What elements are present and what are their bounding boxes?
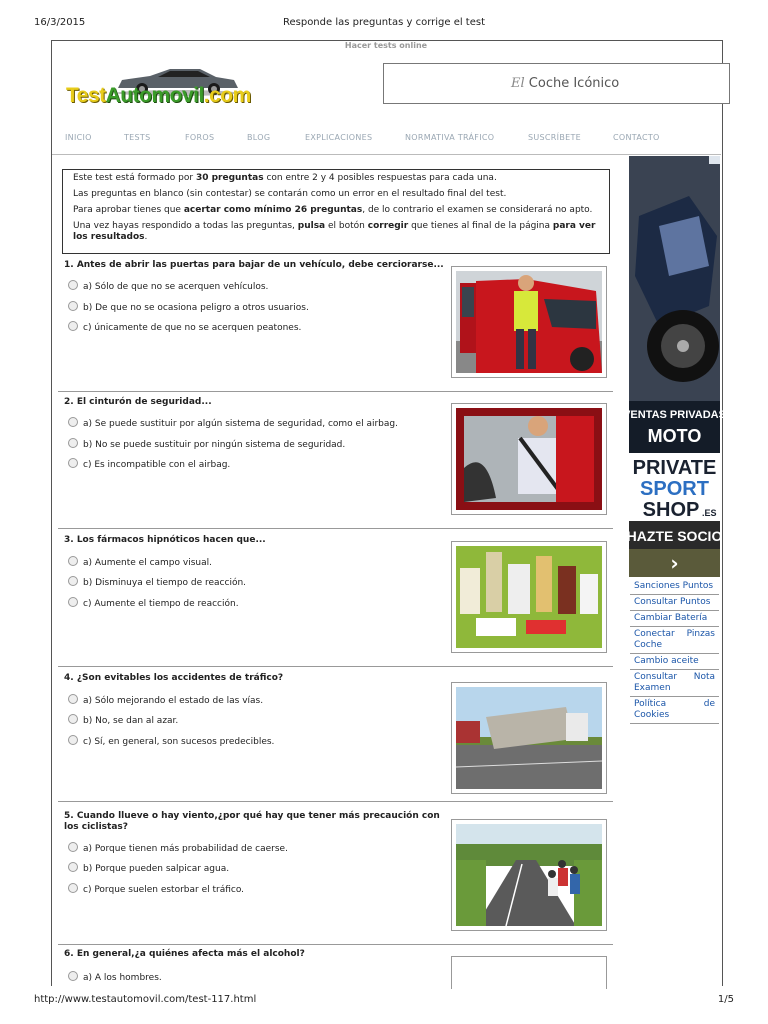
radio-icon[interactable]: [68, 458, 78, 468]
option-3c[interactable]: c) Aumente el tiempo de reacción.: [68, 597, 239, 609]
site-logo[interactable]: [66, 62, 262, 122]
intro-line-4: Una vez hayas respondido a todas las preguntas, pulsa el botón corregir que tienes al final de la página para ver los resultados.: [73, 221, 596, 242]
sidebar-link-nota[interactable]: Consultar Nota Examen: [630, 670, 719, 697]
sidebar-links: [630, 579, 719, 724]
option-5a[interactable]: a) Porque tienen más probabilidad de caerse.: [68, 842, 288, 854]
radio-icon[interactable]: [68, 862, 78, 872]
question-1-photo: [451, 266, 607, 378]
intro-line-3: Para aprobar tienes que acertar como mínimo 26 preguntas, de lo contrario el examen se considerará no apto.: [73, 205, 593, 215]
radio-icon[interactable]: [68, 301, 78, 311]
option-5c[interactable]: c) Porque suelen estorbar el tráfico.: [68, 883, 244, 895]
option-4b[interactable]: b) No, se dan al azar.: [68, 714, 178, 726]
option-2b[interactable]: b) No se puede sustituir por ningún sistema de seguridad.: [68, 438, 345, 450]
sidebar-link-bateria[interactable]: Cambiar Batería: [630, 611, 719, 627]
option-2c[interactable]: c) Es incompatible con el airbag.: [68, 458, 230, 470]
option-3b[interactable]: b) Disminuya el tiempo de reacción.: [68, 576, 246, 588]
question-title: 1. Antes de abrir las puertas para bajar de un vehículo, debe cerciorarse...: [64, 260, 444, 270]
sidebar-link-aceite[interactable]: Cambio aceite: [630, 654, 719, 670]
header-ad[interactable]: [383, 63, 730, 104]
question-title: 4. ¿Son evitables los accidentes de tráfico?: [64, 673, 284, 683]
radio-icon[interactable]: [68, 438, 78, 448]
radio-icon[interactable]: [68, 971, 78, 981]
ad-cta-button: HAZTE SOCIO: [626, 528, 723, 544]
ad-line-4: SPORT: [640, 478, 709, 500]
logo-text: TestAutomovil.com: [66, 84, 251, 107]
intro-box: [62, 169, 610, 254]
print-page-number: 1/5: [717, 994, 734, 1005]
radio-icon[interactable]: [68, 576, 78, 586]
sidebar-link-cookies[interactable]: Política de Cookies: [630, 697, 719, 724]
option-1b[interactable]: b) De que no se ocasiona peligro a otros usuarios.: [68, 301, 309, 313]
intro-line-1: Este test está formado por 30 preguntas con entre 2 y 4 posibles respuestas para cada una.: [73, 173, 497, 183]
sidebar-link-pinzas[interactable]: Conectar Pinzas Coche: [630, 627, 719, 654]
nav-tests[interactable]: TESTS: [124, 133, 151, 142]
radio-icon[interactable]: [68, 321, 78, 331]
car-door-photo-icon: [456, 271, 602, 373]
nav-explicaciones[interactable]: EXPLICACIONES: [305, 133, 373, 142]
question-3-photo: [451, 541, 607, 653]
question-1: [58, 260, 613, 392]
ad-line-2: MOTO: [647, 426, 702, 446]
option-1a[interactable]: a) Sólo de que no se acerquen vehículos.: [68, 280, 268, 292]
question-4-photo: [451, 682, 607, 794]
question-title: 2. El cinturón de seguridad...: [64, 397, 212, 407]
nav-contacto[interactable]: CONTACTO: [613, 133, 660, 142]
cyclists-photo-icon: [456, 824, 602, 926]
option-4c[interactable]: c) Sí, en general, son sucesos predecibles.: [68, 735, 274, 747]
option-5b[interactable]: b) Porque pueden salpicar agua.: [68, 862, 229, 874]
nav-suscribete[interactable]: SUSCRÍBETE: [528, 133, 581, 142]
print-title: Responde las preguntas y corrige el test: [282, 17, 486, 28]
question-6-photo: [451, 956, 607, 989]
chevron-right-icon: ›: [670, 551, 679, 575]
question-4: [58, 673, 613, 802]
radio-icon[interactable]: [68, 556, 78, 566]
radio-icon[interactable]: [68, 694, 78, 704]
header-ad-text: El Coche Icónico: [511, 76, 620, 91]
radio-icon[interactable]: [68, 842, 78, 852]
question-5: [58, 811, 613, 945]
radio-icon[interactable]: [68, 883, 78, 893]
question-title: 5. Cuando llueve o hay viento,¿por qué hay que tener más precaución con los ciclistas?: [64, 811, 440, 832]
print-url: http://www.testautomovil.com/test-117.html: [34, 994, 257, 1005]
question-3: [58, 535, 613, 667]
question-2: [58, 397, 613, 529]
option-2a[interactable]: a) Se puede sustituir por algún sistema de seguridad, como el airbag.: [68, 417, 398, 429]
sidebar-link-consultar-puntos[interactable]: Consultar Puntos: [630, 595, 719, 611]
question-5-photo: [451, 819, 607, 931]
option-1c[interactable]: c) únicamente de que no se acerquen peatones.: [68, 321, 301, 333]
radio-icon[interactable]: [68, 735, 78, 745]
nav-normativa[interactable]: NORMATIVA TRÁFICO: [405, 133, 495, 142]
ad-line-6: .ES: [702, 508, 717, 518]
sidebar-link-sanciones[interactable]: Sanciones Puntos: [630, 579, 719, 595]
motorcycle-ad-icon: [623, 156, 726, 577]
radio-icon[interactable]: [68, 417, 78, 427]
seatbelt-photo-icon: [456, 408, 602, 510]
radio-icon[interactable]: [68, 597, 78, 607]
radio-icon[interactable]: [68, 714, 78, 724]
radio-icon[interactable]: [68, 280, 78, 290]
question-2-photo: [451, 403, 607, 515]
ad-line-3: PRIVATE: [632, 457, 717, 479]
nav-foros[interactable]: FOROS: [185, 133, 215, 142]
nav-blog[interactable]: BLOG: [247, 133, 271, 142]
tagline: Hacer tests online: [344, 41, 428, 50]
option-3a[interactable]: a) Aumente el campo visual.: [68, 556, 212, 568]
option-6a[interactable]: a) A los hombres.: [68, 971, 162, 983]
nav-divider: [52, 154, 721, 155]
question-title: 3. Los fármacos hipnóticos hacen que...: [64, 535, 266, 545]
question-title: 6. En general,¿a quiénes afecta más el alcohol?: [64, 949, 305, 959]
option-4a[interactable]: a) Sólo mejorando el estado de las vías.: [68, 694, 263, 706]
main-nav: [63, 133, 713, 145]
truck-accident-photo-icon: [456, 687, 602, 789]
moto-sidebar-ad[interactable]: [623, 156, 726, 577]
ad-line-5: SHOP: [642, 499, 700, 521]
ad-line-1: VENTAS PRIVADAS: [623, 409, 726, 421]
intro-line-2: Las preguntas en blanco (sin contestar) se contarán como un error en el resultado final del test.: [73, 189, 507, 199]
nav-inicio[interactable]: INICIO: [65, 133, 92, 142]
print-date: 16/3/2015: [34, 17, 86, 28]
question-6: [58, 949, 613, 989]
medicines-photo-icon: [456, 546, 602, 648]
